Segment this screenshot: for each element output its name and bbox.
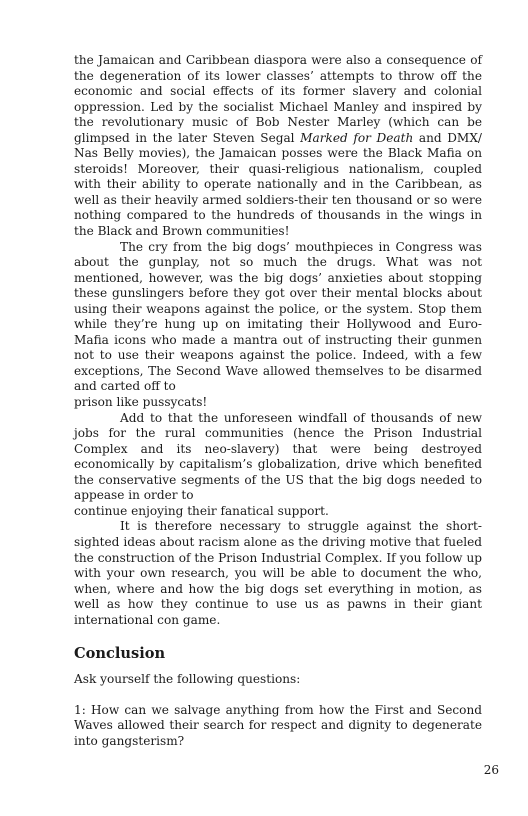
question-item: 1: How can we salvage anything from how the First and Second Waves allowed their search for respect and dignity to degenerate into gangsterism? <box>74 702 482 748</box>
body-paragraph: It is therefore necessary to struggle against the short-sighted ideas about racism alone as the driving motive that fueled the construction of the Prison Industrial Complex. If you follow up with your own research, you will be able to document the who, when, where and how the big dogs set everything in motion, as well as how they continue to use us as pawns in their giant international con game. <box>74 519 482 627</box>
body-paragraph <box>74 53 482 240</box>
section-heading: Conclusion <box>74 645 166 663</box>
body-paragraph: Add to that the unforeseen windfall of thousands of new jobs for the rural communities (hence the Prison Industrial Complex and its neo-slavery) that were being destroyed economically by capitalism’s globalization, drive which benefited the conservative segments of the US that the big dogs needed to appease in order to <box>74 410 482 503</box>
paragraph-text: and DMX/ Nas Belly movies), the Jamaican posses were the Black Mafia on steroids! Moreover, their quasi-religious nationalism, coupled with their ability to operate nationally and in the Caribbean, as well as their heavily armed soldiers-their ten thousand or so were nothing compared to the hundreds of thousands in the wings in the Black and Brown communities! <box>74 130 482 239</box>
body-paragraph-continuation: continue enjoying their fanatical support. <box>74 503 329 518</box>
body-paragraph: The cry from the big dogs’ mouthpieces in Congress was about the gunplay, not so much the drugs. What was not mentioned, however, was the big dogs’ anxieties about stopping these gunslingers before they got over their mental blocks about using their weapons against the police, or the system. Stop them while they’re hung up on imitating their Hollywood and Euro-Mafia icons who made a mantra out of instructing their gunmen not to use their weapons against the police. Indeed, with a few exceptions, The Second Wave allowed themselves to be disarmed and carted off to <box>74 239 482 394</box>
paragraph-text: the Jamaican and Caribbean diaspora were also a consequence of the degeneration of its lower classes’ attempts to throw off the economic and social effects of its former slavery and colonial oppression. Led by the socialist Michael Manley and inspired by the revolutionary music of Bob Nester Marley (which can be glimpsed in the later Steven Segal <box>74 53 482 145</box>
body-paragraph-continuation: prison like pussycats! <box>74 395 208 410</box>
movie-title: Marked for Death <box>300 130 414 145</box>
page-body <box>74 53 482 749</box>
prompt-text: Ask yourself the following questions: <box>74 672 301 687</box>
page-number: 26 <box>483 763 499 777</box>
